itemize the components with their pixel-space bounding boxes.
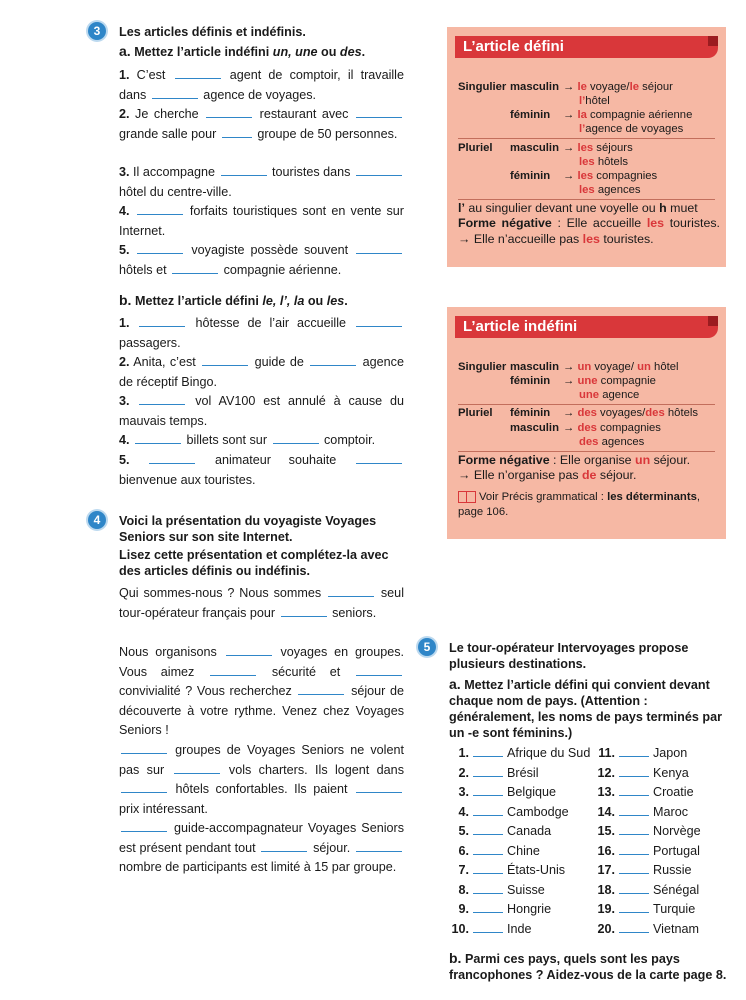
answer-blank[interactable] [473, 824, 503, 835]
answer-blank[interactable] [356, 665, 402, 676]
answer-blank[interactable] [121, 821, 167, 832]
exercise-number-badge: 5 [418, 638, 436, 656]
country-item: 19. Turquie [597, 902, 696, 916]
exercise-4-text: Nous organisons voyages en groupes. Vous aimez sécurité et convivialité ? Vous recherchez séjour de découverte à votre rythme. Venez chez Voyages Seniors ! [119, 645, 405, 737]
rule-line: l’hôtel [579, 95, 610, 107]
country-item: 4. Cambodge [458, 804, 569, 819]
rule-line: les hôtels [579, 156, 629, 168]
exercise-4-text: Qui sommes-nous ? Nous sommes seul tour-opérateur français pour seniors. [119, 586, 404, 620]
answer-blank[interactable] [356, 243, 402, 254]
answer-blank[interactable] [137, 243, 183, 254]
answer-blank[interactable] [121, 743, 167, 754]
label-singular: Singulier [458, 81, 507, 93]
answer-blank[interactable] [226, 645, 272, 656]
rule-line: une agence [579, 389, 640, 401]
answer-blank[interactable] [473, 766, 503, 777]
answer-blank[interactable] [473, 902, 503, 913]
answer-blank[interactable] [356, 316, 402, 327]
answer-blank[interactable] [473, 883, 503, 894]
rule-line: → un voyage/ un hôtel [563, 361, 679, 373]
label-masculine: masculin [510, 422, 559, 434]
exercise-3b-item: 3. vol AV100 est annulé à cause du mauvais temps. [119, 394, 404, 428]
answer-blank[interactable] [619, 844, 649, 855]
rule-note: l’ au singulier devant une voyelle ou h muet [458, 201, 698, 215]
corner-decoration [708, 316, 718, 326]
exercise-5b-instruction: b. Parmi ces pays, quels sont les pays francophones ? Aidez-vous de la carte page 8. [449, 950, 727, 982]
answer-blank[interactable] [135, 433, 181, 444]
answer-blank[interactable] [473, 805, 503, 816]
country-item: 12. Kenya [597, 765, 689, 780]
country-item: 17. Russie [597, 863, 692, 877]
label-feminine: féminin [510, 109, 551, 121]
answer-blank[interactable] [619, 863, 649, 874]
grammar-box-title: L’article indéfini [463, 318, 578, 335]
label-singular: Singulier [458, 361, 507, 373]
country-item: 15. Norvège [597, 824, 701, 838]
divider [458, 404, 715, 405]
rule-line: → des voyages/des hôtels [563, 407, 699, 419]
answer-blank[interactable] [619, 824, 649, 835]
answer-blank[interactable] [221, 165, 267, 176]
answer-blank[interactable] [328, 586, 374, 597]
grammar-reference: Voir Précis grammatical : les déterminants, page 106. [458, 491, 700, 518]
country-item: 11. Japon [598, 746, 688, 760]
answer-blank[interactable] [222, 127, 252, 138]
exercise-4-title: Voici la présentation du voyagiste Voyages Seniors sur son site Internet. [119, 514, 377, 544]
exercise-4-text: groupes de Voyages Seniors ne volent pas sur vols charters. Ils logent dans hôtels confortables. Ils paient prix intéressant. [119, 743, 404, 816]
grammar-box-indefinite-article [447, 307, 726, 539]
answer-blank[interactable] [310, 355, 356, 366]
rule-line: → les compagnies [563, 170, 658, 182]
exercise-4-instruction: Lisez cette présentation et complétez-la avec des articles définis ou indéfinis. [119, 548, 389, 578]
answer-blank[interactable] [619, 746, 649, 757]
exercise-3b-item: 4. billets sont sur comptoir. [119, 433, 376, 447]
answer-blank[interactable] [356, 782, 402, 793]
answer-blank[interactable] [356, 107, 402, 118]
country-item: 20. Vietnam [597, 921, 699, 936]
rule-line: des agences [579, 436, 645, 448]
negative-form-note: Forme négative : Elle accueille les touristes. → Elle n’accueille pas les touristes. [458, 216, 720, 246]
divider [458, 138, 715, 139]
answer-blank[interactable] [356, 165, 402, 176]
answer-blank[interactable] [473, 863, 503, 874]
answer-blank[interactable] [619, 785, 649, 796]
answer-blank[interactable] [139, 316, 185, 327]
exercise-number-badge: 4 [88, 511, 106, 529]
exercise-5-title: Le tour-opérateur Intervoyages propose plusieurs destinations. [449, 641, 689, 671]
rule-line: → le voyage/le séjour [563, 81, 673, 93]
grammar-box-header [455, 36, 718, 58]
negative-form-note: Forme négative : Elle organise un séjour. [458, 453, 691, 467]
grammar-box-title: L’article défini [463, 38, 564, 55]
rule-line: → des compagnies [563, 422, 661, 434]
exercise-3b-item: 1. hôtesse de l’air accueille passagers. [119, 314, 404, 353]
exercise-3a-item: 1. C’est agent de comptoir, il travaille dans agence de voyages. [119, 68, 404, 102]
label-plural: Pluriel [458, 407, 493, 419]
country-item: 5. Canada [458, 824, 552, 838]
country-item: 2. Brésil [458, 765, 539, 780]
answer-blank[interactable] [619, 883, 649, 894]
country-item: 1. Afrique du Sud [458, 746, 591, 760]
answer-blank[interactable] [473, 844, 503, 855]
answer-blank[interactable] [175, 68, 221, 79]
exercise-3b-item: 5. animateur souhaite bienvenue aux touristes. [119, 451, 404, 490]
country-item: 3. Belgique [458, 785, 557, 799]
country-item: 18. Sénégal [597, 882, 700, 897]
label-masculine: masculin [510, 361, 559, 373]
country-item: 16. Portugal [597, 843, 700, 858]
answer-blank[interactable] [261, 841, 307, 852]
answer-blank[interactable] [619, 805, 649, 816]
exercise-3a-item: 2. Je cherche restaurant avec grande salle pour groupe de 50 personnes. [119, 105, 404, 144]
grammar-box-header [455, 316, 718, 338]
exercise-3a-instruction: a. Mettez l’article indéfini un, une ou des. [119, 43, 366, 59]
answer-blank[interactable] [619, 766, 649, 777]
answer-blank[interactable] [202, 355, 248, 366]
book-icon [458, 491, 476, 503]
answer-blank[interactable] [121, 782, 167, 793]
answer-blank[interactable] [619, 922, 649, 933]
label-feminine: féminin [510, 375, 551, 387]
country-item: 8. Suisse [458, 882, 545, 897]
answer-blank[interactable] [210, 665, 256, 676]
country-item: 6. Chine [458, 843, 540, 858]
rule-line: l’agence de voyages [579, 123, 684, 135]
label-masculine: masculin [510, 81, 559, 93]
answer-blank[interactable] [149, 453, 195, 464]
rule-line: → une compagnie [563, 375, 656, 387]
answer-blank[interactable] [281, 606, 327, 617]
exercise-3a-item: 4. forfaits touristiques sont en vente sur Internet. [119, 204, 404, 238]
answer-blank[interactable] [172, 263, 218, 274]
answer-blank[interactable] [473, 785, 503, 796]
answer-blank[interactable] [174, 763, 220, 774]
rule-line: les agences [579, 184, 641, 196]
answer-blank[interactable] [473, 746, 503, 757]
exercise-3-title: Les articles définis et indéfinis. [119, 25, 306, 39]
answer-blank[interactable] [356, 841, 402, 852]
label-masculine: masculin [510, 142, 559, 154]
country-item: 10. Inde [451, 921, 532, 936]
exercise-3a-item: 3. Il accompagne touristes dans hôtel du centre-ville. [119, 163, 404, 202]
rule-line: → la compagnie aérienne [563, 109, 693, 121]
exercise-3b-instruction: b. Mettez l’article défini le, l’, la ou les. [119, 292, 348, 308]
answer-blank[interactable] [473, 922, 503, 933]
divider [458, 451, 715, 452]
answer-blank[interactable] [206, 107, 252, 118]
answer-blank[interactable] [152, 88, 198, 99]
answer-blank[interactable] [273, 433, 319, 444]
label-plural: Pluriel [458, 142, 493, 154]
answer-blank[interactable] [137, 204, 183, 215]
label-feminine: féminin [510, 407, 551, 419]
grammar-box-definite-article [447, 27, 726, 267]
exercise-5a-instruction: a. Mettez l’article défini qui convient devant chaque nom de pays. (Attention : généralement, les noms de pays terminés par un -e sont féminins.) [449, 676, 722, 740]
exercise-3a-item: 5. voyagiste possède souvent hôtels et compagnie aérienne. [119, 241, 404, 280]
country-item: 14. Maroc [597, 804, 688, 819]
divider [458, 199, 715, 200]
country-item: 9. Hongrie [458, 902, 552, 916]
answer-blank[interactable] [139, 394, 185, 405]
country-item: 13. Croatie [597, 785, 694, 799]
answer-blank[interactable] [619, 902, 649, 913]
exercise-number-badge: 3 [88, 22, 106, 40]
rule-line: → les séjours [563, 142, 633, 154]
exercise-4-text: guide-accompagnateur Voyages Seniors est présent pendant tout séjour. nombre de participants est limité à 15 par groupe. [119, 821, 404, 874]
negative-form-note: → Elle n’organise pas de séjour. [458, 468, 637, 482]
answer-blank[interactable] [356, 453, 402, 464]
country-item: 7. États-Unis [458, 863, 566, 877]
corner-decoration [708, 36, 718, 46]
answer-blank[interactable] [298, 684, 344, 695]
exercise-3b-item: 2. Anita, c’est guide de agence de réceptif Bingo. [119, 355, 404, 389]
label-feminine: féminin [510, 170, 551, 182]
